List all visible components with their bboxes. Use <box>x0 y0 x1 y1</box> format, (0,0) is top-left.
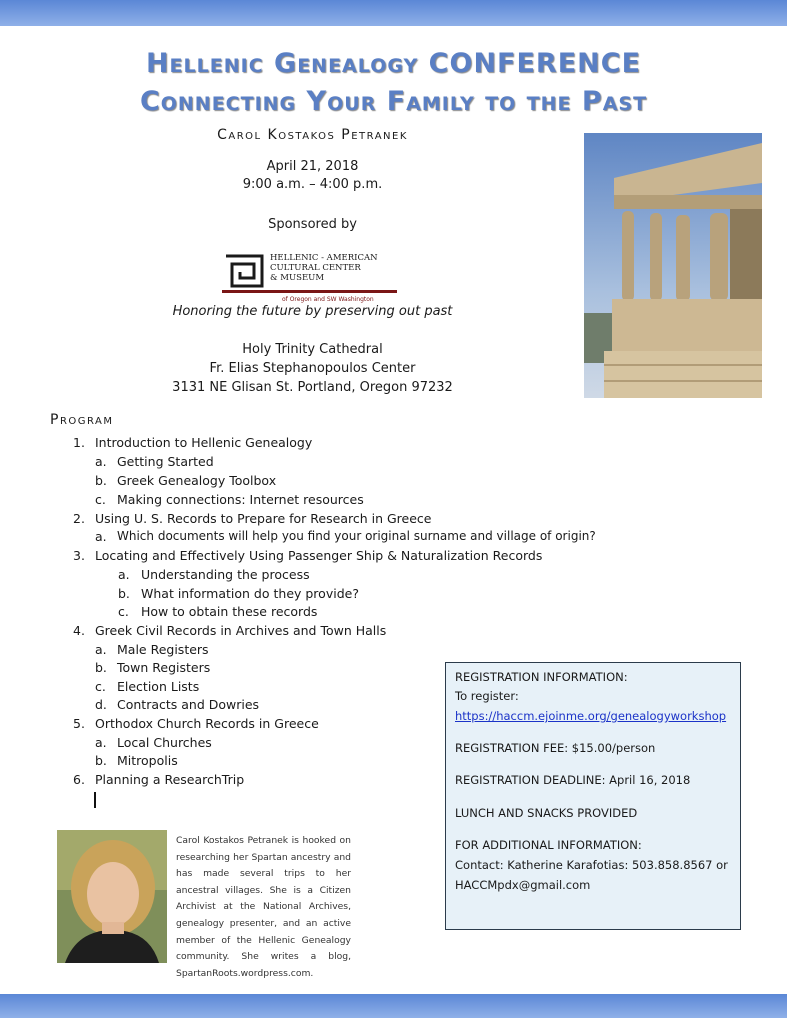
program-num: 5. <box>73 716 85 731</box>
program-item: Which documents will help you find your original surname and village of origin? <box>117 529 596 543</box>
program-num: b. <box>95 660 107 675</box>
sponsor-motto: Honoring the future by preserving out past <box>172 304 453 319</box>
registration-fee: REGISTRATION FEE: $15.00/person <box>455 741 656 755</box>
program-item: Using U. S. Records to Prepare for Research in Greece <box>95 511 432 526</box>
sponsor-logo <box>222 246 397 304</box>
lunch-note: LUNCH AND SNACKS PROVIDED <box>455 806 638 820</box>
caryatid-temple-photo <box>584 133 762 398</box>
program-item: Getting Started <box>117 454 214 469</box>
program-num: a. <box>95 642 107 657</box>
program-item: Introduction to Hellenic Genealogy <box>95 435 313 450</box>
registration-link[interactable]: https://haccm.ejoinme.org/genealogyworkshop <box>455 709 727 723</box>
program-num: a. <box>95 529 107 544</box>
logo-line1: HELLENIC - AMERICAN <box>270 253 378 263</box>
program-item: Male Registers <box>117 642 209 657</box>
to-register-label: To register: <box>455 689 519 703</box>
bottom-border-band <box>0 994 787 1018</box>
program-num: a. <box>118 567 130 582</box>
program-num: c. <box>95 679 106 694</box>
program-item: Mitropolis <box>117 753 178 768</box>
registration-deadline: REGISTRATION DEADLINE: April 16, 2018 <box>455 773 691 787</box>
presenter-photo <box>57 830 167 963</box>
additional-info-heading: FOR ADDITIONAL INFORMATION: <box>455 838 642 852</box>
program-num: b. <box>95 753 107 768</box>
registration-heading: REGISTRATION INFORMATION: <box>455 670 628 684</box>
venue-address: 3131 NE Glisan St. Portland, Oregon 97232 <box>172 380 453 395</box>
program-item: Town Registers <box>117 660 211 675</box>
program-num: b. <box>118 586 130 601</box>
program-item: Understanding the process <box>141 567 310 582</box>
program-num: d. <box>95 697 107 712</box>
program-item: Orthodox Church Records in Greece <box>95 716 319 731</box>
program-item: How to obtain these records <box>141 604 318 619</box>
event-time: 9:00 a.m. – 4:00 p.m. <box>242 177 383 192</box>
event-datetime <box>0 158 625 194</box>
venue-block <box>0 340 625 397</box>
program-num: 3. <box>73 548 85 563</box>
presenter-bio: Carol Kostakos Petranek is hooked on researching her Spartan ancestry and has made several trips to her ancestral villages. She is a Citizen Archivist at the National Archives, genealogy presenter, and an active member of the Hellenic Genealogy community. She writes a blog, SpartanRoots.wordpress.com. <box>176 835 351 979</box>
program-item: Election Lists <box>117 679 200 694</box>
conference-title: Hellenic Genealogy CONFERENCE <box>145 48 642 79</box>
program-heading: Program <box>50 412 114 428</box>
program-num: c. <box>95 492 106 507</box>
program-item: Contracts and Dowries <box>117 697 260 712</box>
logo-line2: CULTURAL CENTER <box>270 263 361 273</box>
conference-subtitle: Connecting Your Family to the Past <box>139 86 648 117</box>
contact-line: Contact: Katherine Karafotias: 503.858.8567 or <box>455 858 728 872</box>
program-num: b. <box>95 473 107 488</box>
event-date: April 21, 2018 <box>266 159 359 174</box>
sponsored-by-label: Sponsored by <box>268 217 357 232</box>
program-item: Greek Genealogy Toolbox <box>117 473 277 488</box>
program-num: 6. <box>73 772 85 787</box>
logo-line4: of Oregon and SW Washington <box>282 296 374 303</box>
program-num: 4. <box>73 623 85 638</box>
registration-box <box>445 662 741 930</box>
program-num: a. <box>95 454 107 469</box>
program-num: a. <box>95 735 107 750</box>
program-item: Locating and Effectively Using Passenger Ship & Naturalization Records <box>95 548 543 563</box>
program-item: Planning a ResearchTrip <box>95 772 245 787</box>
logo-line3: & MUSEUM <box>270 273 325 283</box>
program-num: 2. <box>73 511 85 526</box>
program-item: Making connections: Internet resources <box>117 492 364 507</box>
program-num: c. <box>118 604 129 619</box>
top-border-band <box>0 0 787 26</box>
presenter-name: Carol Kostakos Petranek <box>217 127 408 143</box>
venue-name: Holy Trinity Cathedral <box>242 342 383 357</box>
contact-email: HACCMpdx@gmail.com <box>455 878 591 892</box>
program-item: What information do they provide? <box>141 586 359 601</box>
venue-center: Fr. Elias Stephanopoulos Center <box>209 361 416 376</box>
text-cursor <box>94 792 96 808</box>
program-num: 1. <box>73 435 85 450</box>
greek-key-icon <box>226 256 262 286</box>
program-item: Local Churches <box>117 735 212 750</box>
program-item: Greek Civil Records in Archives and Town Halls <box>95 623 387 638</box>
